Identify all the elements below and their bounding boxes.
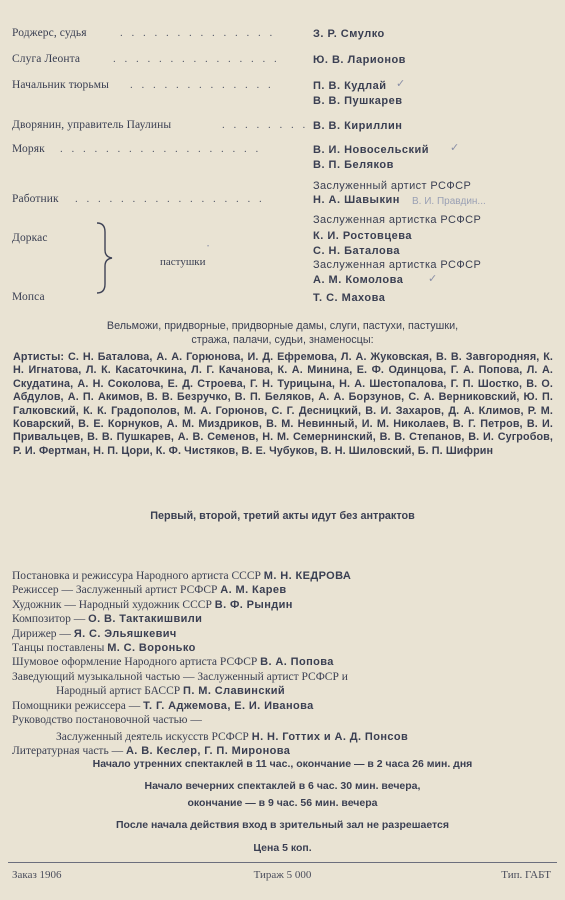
extras-line-1: Вельможи, придворные, придворные дамы, слуги, пастухи, пастушки, — [106, 320, 459, 332]
artists-list: Артисты: С. Н. Баталова, А. А. Горюнова, И. Д. Ефремова, Л. А. Жуковская, В. В. Завгородняя, К. Н. Игнатова, Л. К. Касаточкина, Л. Г. Качанова, К. А. Минина, Е. Ф. Одинцова, Г. А. Попова, Л. А. Скудатина, А. Н. Соколова, Е. Д. Строева, Г. Н. Турицына, Н. А. Шестопалова, Г. П. Шостко, В. О. Абдулов, А. П. Акимов, В. В. Безручко, В. П. Беляков, А. А. Борзунов, С. А. Верниковский, Ю. П. Галковский, К. К. Градополов, М. А. Горюнов, С. Г. Десницкий, В. И. Захаров, Д. А. Климов, Р. М. Коварский, В. Е. Корнуков, А. М. Миздриков, В. М. Невинный, И. М. Николаев, В. Г. Петров, В. И. Привальцев, В. В. Пушкарев, А. В. Семенов, Н. М. Семернинский, В. В. Степанов, В. И. Сугробов, Р. И. Фертман, Н. П. Цори, К. Ф. Чистяков, В. Е. Чубуков, В. Н. Шиловский, Б. П. Шифрин — [13, 351, 553, 457]
role-mopsa: Мопса — [12, 291, 45, 303]
actor-larionov: Ю. В. Ларионов — [313, 54, 406, 66]
leader-dots: . . . . . . . . . . . . . — [130, 79, 274, 91]
credit-name: В. Ф. Рындин — [214, 598, 293, 611]
credit-name: А. М. Карев — [220, 584, 287, 597]
credit-line — [56, 685, 285, 697]
credit-label: Постановка и режиссура Народного артиста СССР — [12, 570, 264, 582]
credit-line — [12, 656, 334, 668]
role-rabotnik: Работник — [12, 193, 59, 205]
dot-mark: • — [207, 244, 210, 250]
credit-label: Танцы поставлены — [12, 642, 108, 654]
actor-kudlai: П. В. Кудлай — [313, 80, 387, 92]
actor-shavykin: Н. А. Шавыкин — [313, 194, 400, 206]
credit-name: А. В. Кеслер, Г. П. Миронова — [125, 745, 291, 758]
order-number: Заказ 1906 — [12, 869, 62, 881]
credit-name: П. М. Славинский — [183, 685, 286, 698]
credit-label: Режиссер — Заслуженный артист РСФСР — [12, 584, 221, 597]
credit-label: Народный артист БАССР — [56, 685, 184, 698]
credit-line — [12, 628, 177, 640]
actor-novoselsky: В. И. Новосельский — [313, 144, 430, 156]
role-dvoryanin: Дворянин, управитель Паулины — [12, 119, 172, 131]
credit-name: Н. Н. Готтих и А. Д. Понсов — [251, 731, 409, 743]
credit-label: Заведующий музыкальной частью — Заслуженный артист РСФСР и — [12, 670, 348, 683]
credit-label: Художник — Народный художник СССР — [12, 598, 215, 611]
leader-dots: . . . . . . . . . . . . . . . — [113, 53, 280, 65]
credit-name: Я. С. Эльяшкевич — [73, 627, 177, 640]
credit-name: О. В. Тактакишвили — [88, 613, 203, 626]
credit-label: Помощники режиссера — — [12, 699, 144, 712]
actor-title: Заслуженный артист РСФСР — [313, 180, 472, 192]
extras-line-2: стража, палачи, судьи, знаменосцы: — [191, 334, 374, 346]
role-dorkas: Доркас — [12, 232, 48, 244]
credit-name: В. А. Попова — [260, 656, 334, 669]
credit-label: Композитор — — [12, 613, 89, 626]
role-moryak: Моряк — [12, 143, 45, 155]
role-nachalnik-tyurmy: Начальник тюрьмы — [12, 79, 109, 91]
actor-batalova: С. Н. Баталова — [313, 245, 400, 257]
leader-dots: . . . . . . . . . . . . . . . . . . — [60, 143, 262, 155]
role-rodzhers: Роджерс, судья — [12, 27, 87, 39]
actor-kirillin: В. В. Кириллин — [313, 120, 403, 132]
acts-note: Первый, второй, третий акты идут без антрактов — [150, 510, 415, 522]
print-run: Тираж 5 000 — [253, 869, 312, 881]
brace-icon — [95, 222, 115, 294]
actor-komolova: А. М. Комолова — [313, 274, 404, 286]
check-mark-icon: ✓ — [450, 142, 460, 154]
credit-name: Т. Г. Аджемова, Е. И. Иванова — [143, 699, 314, 712]
divider — [8, 862, 557, 863]
actor-title: Заслуженная артистка РСФСР — [313, 259, 482, 271]
actor-pushkarev: В. В. Пушкарев — [313, 95, 403, 107]
credit-label: Литературная часть — — [12, 745, 126, 758]
schedule-morning: Начало утренних спектаклей в 11 час., окончание — в 2 часа 26 мин. дня — [92, 758, 473, 770]
credit-line — [12, 570, 351, 582]
leader-dots: . . . . . . . . . . . . . . — [120, 27, 276, 39]
credit-line — [12, 745, 290, 757]
actor-title: Заслуженная артистка РСФСР — [313, 214, 482, 226]
actor-rostovtseva: К. И. Ростовцева — [313, 230, 412, 242]
role-sluga-leonta: Слуга Леонта — [12, 53, 81, 65]
credit-name: М. Н. КЕДРОВА — [263, 570, 352, 582]
credit-line — [12, 599, 293, 611]
handwritten-note: В. И. Правдин... — [412, 196, 486, 207]
leader-dots: . . . . . . . . — [222, 119, 309, 131]
credit-line — [12, 613, 202, 625]
credit-label: Шумовое оформление Народного артиста РСФСР — [12, 656, 261, 669]
credit-line — [56, 731, 408, 743]
credit-label: Руководство постановочной частью — — [12, 714, 202, 726]
credit-line — [12, 584, 287, 596]
check-mark-icon: ✓ — [428, 273, 438, 285]
leader-dots: . . . . . . . . . . . . . . . . . — [75, 193, 265, 205]
actor-belyakov: В. П. Беляков — [313, 159, 394, 171]
price: Цена 5 коп. — [253, 842, 312, 854]
credit-line — [12, 671, 348, 683]
credit-line — [12, 714, 202, 726]
credit-line — [12, 700, 314, 712]
actor-makhova: Т. С. Махова — [313, 292, 386, 304]
check-mark-icon: ✓ — [396, 78, 406, 90]
credit-label: Дирижер — — [12, 627, 74, 640]
credit-line — [12, 642, 196, 654]
actor-smulko: З. Р. Смулко — [313, 28, 385, 40]
shepherdesses-label: пастушки — [160, 256, 206, 268]
entry-rule: После начала действия вход в зрительный зал не разрешается — [116, 819, 449, 831]
schedule-evening-start: Начало вечерних спектаклей в 6 час. 30 мин. вечера, — [144, 780, 421, 792]
credit-name: М. С. Воронько — [107, 642, 196, 654]
credit-label: Заслуженный деятель искусств РСФСР — [56, 731, 252, 743]
schedule-evening-end: окончание — в 9 час. 56 мин. вечера — [187, 797, 378, 809]
printer: Тип. ГАБТ — [501, 869, 551, 881]
